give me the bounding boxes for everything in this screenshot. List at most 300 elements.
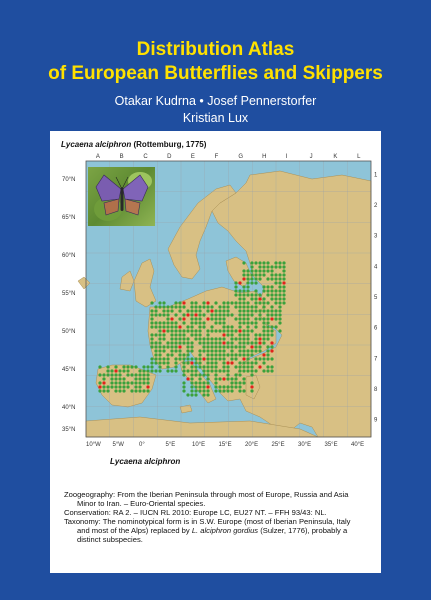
record-dot-green (154, 353, 157, 356)
record-dot-green (250, 273, 253, 276)
record-dot-green (258, 277, 261, 280)
record-dot-green (226, 369, 229, 372)
record-dot-green (194, 389, 197, 392)
record-dot-green (118, 385, 121, 388)
record-dot-green (150, 317, 153, 320)
record-dot-green (282, 301, 285, 304)
record-dot-green (202, 373, 205, 376)
record-dot-green (182, 321, 185, 324)
record-dot-green (122, 389, 125, 392)
record-dot-green (162, 345, 165, 348)
record-dot-green (206, 349, 209, 352)
record-dot-green (138, 373, 141, 376)
record-dot-green (206, 357, 209, 360)
record-dot-green (278, 273, 281, 276)
record-dot-green (186, 325, 189, 328)
record-dot-green (230, 333, 233, 336)
record-dot-green (274, 277, 277, 280)
record-dot-green (130, 365, 133, 368)
record-dot-green (222, 385, 225, 388)
record-dot-red (98, 385, 101, 388)
record-dot-green (262, 317, 265, 320)
record-dot-red (194, 313, 197, 316)
record-dot-green (226, 305, 229, 308)
record-dot-green (182, 329, 185, 332)
record-dot-green (238, 313, 241, 316)
record-dot-green (238, 385, 241, 388)
record-dot-green (258, 345, 261, 348)
record-dot-green (194, 369, 197, 372)
record-dot-green (250, 293, 253, 296)
record-dot-green (174, 345, 177, 348)
record-dot-green (134, 373, 137, 376)
record-dot-green (266, 357, 269, 360)
record-dot-green (262, 285, 265, 288)
record-dot-green (162, 309, 165, 312)
record-dot-green (242, 333, 245, 336)
record-dot-green (170, 325, 173, 328)
record-dot-green (202, 325, 205, 328)
record-dot-green (254, 337, 257, 340)
record-dot-green (250, 321, 253, 324)
record-dot-green (266, 285, 269, 288)
record-dot-green (218, 341, 221, 344)
record-dot-red (258, 337, 261, 340)
record-dot-green (206, 365, 209, 368)
record-dot-green (110, 385, 113, 388)
record-dot-red (182, 317, 185, 320)
record-dot-green (170, 353, 173, 356)
record-dot-red (114, 369, 117, 372)
record-dot-green (150, 321, 153, 324)
record-dot-green (234, 293, 237, 296)
record-dot-green (190, 373, 193, 376)
record-dot-green (274, 265, 277, 268)
record-dot-green (126, 385, 129, 388)
record-dot-green (230, 341, 233, 344)
record-dot-green (202, 365, 205, 368)
record-dot-green (226, 313, 229, 316)
record-dot-green (186, 353, 189, 356)
record-dot-green (102, 385, 105, 388)
record-dot-green (238, 293, 241, 296)
record-dot-green (222, 301, 225, 304)
record-dot-green (234, 285, 237, 288)
record-dot-green (174, 361, 177, 364)
record-dot-green (178, 329, 181, 332)
record-dot-green (250, 277, 253, 280)
record-dot-green (250, 365, 253, 368)
record-dot-green (230, 345, 233, 348)
record-dot-green (114, 389, 117, 392)
record-dot-green (242, 341, 245, 344)
record-dot-green (226, 345, 229, 348)
record-dot-green (274, 297, 277, 300)
record-dot-green (194, 337, 197, 340)
record-dot-red (242, 277, 245, 280)
record-dot-green (198, 381, 201, 384)
record-dot-green (146, 373, 149, 376)
longitude-label: 40°E (351, 442, 365, 448)
record-dot-green (242, 381, 245, 384)
record-dot-green (166, 353, 169, 356)
record-dot-green (154, 333, 157, 336)
record-dot-green (246, 313, 249, 316)
record-dot-green (198, 357, 201, 360)
record-dot-red (222, 341, 225, 344)
conservation-text: Conservation: RA 2. – IUCN RL 2010: Europe LC, EU27 NT. – FFH 93/43: NL. (64, 508, 327, 517)
record-dot-green (218, 309, 221, 312)
record-dot-green (138, 377, 141, 380)
record-dot-green (198, 377, 201, 380)
record-dot-green (162, 325, 165, 328)
record-dot-green (254, 361, 257, 364)
record-dot-green (190, 345, 193, 348)
column-letter: B (119, 154, 124, 160)
record-dot-green (206, 369, 209, 372)
record-dot-green (270, 313, 273, 316)
record-dot-green (114, 385, 117, 388)
record-dot-green (110, 373, 113, 376)
record-dot-green (118, 389, 121, 392)
record-dot-green (270, 357, 273, 360)
record-dot-green (258, 293, 261, 296)
record-dot-green (278, 265, 281, 268)
record-dot-green (202, 341, 205, 344)
record-dot-green (150, 341, 153, 344)
record-dot-green (258, 261, 261, 264)
record-dot-green (270, 293, 273, 296)
record-dot-green (194, 365, 197, 368)
record-dot-green (190, 381, 193, 384)
record-dot-green (246, 329, 249, 332)
record-dot-green (222, 357, 225, 360)
record-dot-green (258, 313, 261, 316)
record-dot-green (206, 389, 209, 392)
row-number: 3 (374, 233, 378, 240)
record-dot-green (278, 317, 281, 320)
record-dot-green (194, 317, 197, 320)
record-dot-red (282, 281, 285, 284)
record-dot-green (162, 305, 165, 308)
record-dot-green (202, 349, 205, 352)
record-dot-green (154, 349, 157, 352)
record-dot-green (178, 333, 181, 336)
record-dot-green (134, 377, 137, 380)
record-dot-green (214, 365, 217, 368)
longitude-label: 10°E (192, 442, 206, 448)
record-dot-green (242, 313, 245, 316)
record-dot-green (102, 377, 105, 380)
record-dot-green (266, 349, 269, 352)
record-dot-green (178, 301, 181, 304)
record-dot-green (234, 329, 237, 332)
record-dot-green (182, 341, 185, 344)
record-dot-green (122, 381, 125, 384)
column-letter: F (214, 154, 219, 160)
record-dot-green (178, 349, 181, 352)
record-dot-green (146, 369, 149, 372)
record-dot-green (242, 297, 245, 300)
record-dot-green (246, 269, 249, 272)
record-dot-green (238, 305, 241, 308)
record-dot-green (238, 353, 241, 356)
record-dot-green (174, 349, 177, 352)
record-dot-green (246, 365, 249, 368)
record-dot-green (118, 369, 121, 372)
record-dot-red (258, 365, 261, 368)
record-dot-green (202, 369, 205, 372)
record-dot-green (210, 345, 213, 348)
record-dot-green (246, 281, 249, 284)
record-dot-red (270, 349, 273, 352)
record-dot-red (206, 385, 209, 388)
record-dot-green (278, 297, 281, 300)
record-dot-red (242, 357, 245, 360)
record-dot-green (242, 377, 245, 380)
record-dot-green (214, 321, 217, 324)
record-dot-green (282, 289, 285, 292)
record-dot-green (206, 309, 209, 312)
record-dot-green (190, 325, 193, 328)
record-dot-red (262, 353, 265, 356)
record-dot-green (190, 385, 193, 388)
record-dot-green (106, 389, 109, 392)
record-dot-green (110, 369, 113, 372)
record-dot-green (250, 313, 253, 316)
record-dot-green (242, 285, 245, 288)
record-dot-green (214, 377, 217, 380)
record-dot-green (194, 381, 197, 384)
record-dot-green (282, 297, 285, 300)
record-dot-green (250, 381, 253, 384)
record-dot-green (158, 345, 161, 348)
record-dot-green (266, 317, 269, 320)
record-dot-green (214, 385, 217, 388)
longitude-label: 5°W (112, 442, 124, 448)
record-dot-red (182, 301, 185, 304)
record-dot-green (234, 281, 237, 284)
record-dot-green (214, 373, 217, 376)
record-dot-green (158, 333, 161, 336)
record-dot-green (242, 289, 245, 292)
record-dot-green (98, 389, 101, 392)
record-dot-green (246, 349, 249, 352)
record-dot-green (166, 357, 169, 360)
record-dot-green (154, 325, 157, 328)
record-dot-green (190, 393, 193, 396)
record-dot-green (226, 341, 229, 344)
record-dot-green (106, 385, 109, 388)
record-dot-green (234, 385, 237, 388)
record-dot-green (218, 329, 221, 332)
record-dot-green (270, 297, 273, 300)
record-dot-green (274, 273, 277, 276)
record-dot-green (238, 389, 241, 392)
record-dot-green (246, 285, 249, 288)
record-dot-green (210, 349, 213, 352)
record-dot-green (118, 373, 121, 376)
record-dot-green (230, 381, 233, 384)
record-dot-green (186, 369, 189, 372)
record-dot-green (206, 361, 209, 364)
record-dot-green (214, 389, 217, 392)
record-dot-green (166, 317, 169, 320)
record-dot-green (262, 273, 265, 276)
record-dot-green (194, 385, 197, 388)
record-dot-green (194, 373, 197, 376)
record-dot-green (218, 317, 221, 320)
record-dot-green (166, 309, 169, 312)
record-dot-red (258, 341, 261, 344)
record-dot-green (266, 277, 269, 280)
record-dot-green (210, 369, 213, 372)
record-dot-green (274, 301, 277, 304)
record-dot-green (282, 265, 285, 268)
record-dot-green (174, 301, 177, 304)
record-dot-green (166, 341, 169, 344)
record-dot-green (270, 369, 273, 372)
record-dot-green (114, 365, 117, 368)
record-dot-green (182, 353, 185, 356)
taxonomy-text-2 (64, 526, 372, 535)
record-dot-red (270, 341, 273, 344)
record-dot-green (218, 385, 221, 388)
record-dot-green (250, 361, 253, 364)
record-dot-green (246, 353, 249, 356)
taxonomy-text-3: distinct subspecies. (77, 535, 143, 544)
record-dot-green (226, 385, 229, 388)
record-dot-green (270, 285, 273, 288)
row-numbers (374, 172, 378, 423)
record-dot-green (242, 345, 245, 348)
record-dot-green (170, 341, 173, 344)
record-dot-green (238, 365, 241, 368)
column-letter: A (95, 154, 100, 160)
record-dot-green (134, 365, 137, 368)
record-dot-green (214, 341, 217, 344)
row-number: 5 (374, 295, 378, 301)
record-dot-green (254, 297, 257, 300)
record-dot-green (206, 333, 209, 336)
record-dot-green (262, 297, 265, 300)
record-dot-red (270, 317, 273, 320)
record-dot-green (162, 357, 165, 360)
record-dot-green (270, 277, 273, 280)
record-dot-green (198, 349, 201, 352)
record-dot-green (246, 321, 249, 324)
record-dot-green (150, 369, 153, 372)
record-dot-green (270, 325, 273, 328)
record-dot-green (274, 281, 277, 284)
record-dot-green (130, 381, 133, 384)
record-dot-green (242, 305, 245, 308)
record-dot-green (214, 357, 217, 360)
record-dot-green (142, 373, 145, 376)
record-dot-green (266, 321, 269, 324)
record-dot-green (162, 313, 165, 316)
row-number: 7 (374, 356, 378, 363)
record-dot-green (214, 337, 217, 340)
record-dot-green (234, 289, 237, 292)
record-dot-green (210, 341, 213, 344)
record-dot-green (198, 385, 201, 388)
record-dot-green (274, 289, 277, 292)
record-dot-green (282, 273, 285, 276)
record-dot-green (154, 309, 157, 312)
record-dot-green (190, 389, 193, 392)
record-dot-green (258, 333, 261, 336)
record-dot-green (122, 377, 125, 380)
latitude-label: 55°N (62, 291, 76, 297)
record-dot-green (262, 321, 265, 324)
record-dot-green (278, 293, 281, 296)
record-dot-green (262, 341, 265, 344)
record-dot-green (242, 273, 245, 276)
latitude-label: 45°N (62, 367, 76, 373)
record-dot-green (182, 389, 185, 392)
record-dot-green (278, 277, 281, 280)
record-dot-green (174, 369, 177, 372)
record-dot-green (166, 313, 169, 316)
longitude-label: 0° (139, 442, 145, 448)
record-dot-green (250, 329, 253, 332)
record-dot-green (238, 381, 241, 384)
record-dot-green (254, 369, 257, 372)
record-dot-green (170, 337, 173, 340)
record-dot-green (246, 317, 249, 320)
record-dot-green (210, 325, 213, 328)
record-dot-red (206, 317, 209, 320)
record-dot-green (198, 389, 201, 392)
record-dot-green (194, 309, 197, 312)
record-dot-green (238, 297, 241, 300)
record-dot-green (102, 389, 105, 392)
latitude-label: 50°N (62, 329, 76, 335)
record-dot-green (166, 329, 169, 332)
record-dot-green (190, 309, 193, 312)
record-dot-green (278, 301, 281, 304)
record-dot-green (234, 353, 237, 356)
record-dot-green (266, 269, 269, 272)
record-dot-green (270, 265, 273, 268)
record-dot-green (234, 373, 237, 376)
record-dot-green (254, 309, 257, 312)
record-dot-green (154, 341, 157, 344)
record-dot-green (254, 273, 257, 276)
record-dot-green (222, 305, 225, 308)
record-dot-green (214, 381, 217, 384)
column-letter: E (190, 154, 195, 160)
record-dot-green (190, 365, 193, 368)
record-dot-green (238, 325, 241, 328)
record-dot-green (174, 333, 177, 336)
latitude-label: 40°N (62, 405, 76, 411)
record-dot-green (258, 273, 261, 276)
butterfly-icon (88, 167, 155, 226)
record-dot-green (146, 389, 149, 392)
record-dot-green (150, 325, 153, 328)
record-dot-green (158, 357, 161, 360)
record-dot-green (246, 361, 249, 364)
record-dot-green (266, 301, 269, 304)
record-dot-green (190, 357, 193, 360)
record-dot-green (154, 361, 157, 364)
record-dot-green (150, 361, 153, 364)
longitude-labels (86, 442, 364, 448)
record-dot-green (190, 317, 193, 320)
longitude-label: 15°E (218, 442, 232, 448)
